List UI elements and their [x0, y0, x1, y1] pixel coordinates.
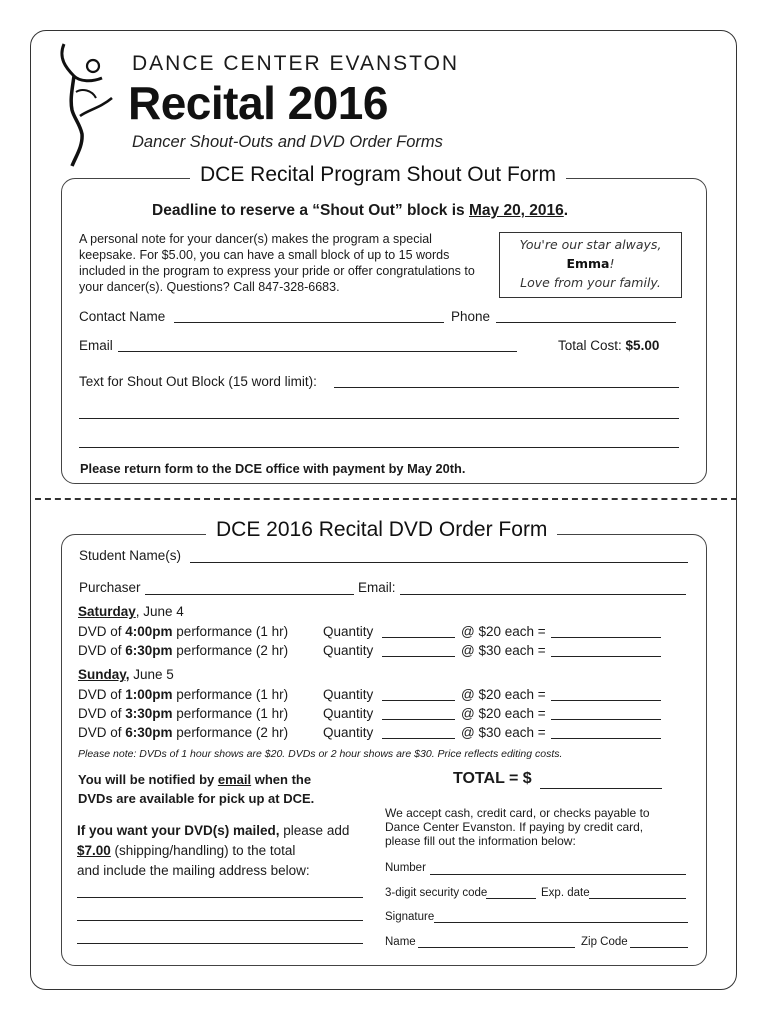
- student-name-field[interactable]: [190, 562, 688, 563]
- deadline-date: May 20, 2016: [468, 202, 564, 219]
- signature-field[interactable]: [434, 922, 688, 923]
- mailing-address-line-3[interactable]: [77, 943, 363, 944]
- contact-name-label: Contact Name: [79, 309, 166, 324]
- zip-code-label: Zip Code: [581, 936, 628, 948]
- exp-date-label: Exp. date: [541, 887, 590, 899]
- quantity-label: Quantity: [323, 706, 374, 721]
- phone-label: Phone: [451, 309, 491, 324]
- contact-name-field[interactable]: [174, 322, 444, 323]
- quantity-label: Quantity: [323, 687, 374, 702]
- subtotal-field-sun-630pm[interactable]: [551, 738, 661, 739]
- notify-text: You will be notified by email when the DVDs are available for pick up at DCE.: [78, 772, 315, 806]
- quantity-label: Quantity: [323, 624, 374, 639]
- dvd-row-sun-630pm: DVD of 6:30pm performance (2 hr): [78, 725, 289, 740]
- quantity-label: Quantity: [323, 643, 374, 658]
- total-field[interactable]: [540, 788, 662, 789]
- shoutout-form-title: DCE Recital Program Shout Out Form: [190, 163, 566, 187]
- quantity-label: Quantity: [323, 725, 374, 740]
- zip-code-field[interactable]: [630, 947, 688, 948]
- cardholder-name-label: Name: [385, 936, 416, 948]
- dvd-row-sat-630pm: DVD of 6:30pm performance (2 hr): [78, 643, 289, 658]
- quantity-field-sun-1pm[interactable]: [382, 700, 455, 701]
- sunday-heading: Sunday, June 5: [78, 667, 174, 682]
- email-label: Email: [79, 338, 113, 353]
- price-note: Please note: DVDs of 1 hour shows are $20. DVDs or 2 hour shows are $30. Price reflects editing costs.: [78, 748, 563, 760]
- brand-name: DANCE CENTER EVANSTON: [132, 52, 460, 75]
- dvd-email-field[interactable]: [400, 594, 686, 595]
- cut-line: [35, 498, 737, 500]
- email-field[interactable]: [118, 351, 517, 352]
- subtotal-field-sun-330pm[interactable]: [551, 719, 661, 720]
- dancer-logo-icon: [52, 38, 118, 170]
- mailing-address-line-2[interactable]: [77, 920, 363, 921]
- shoutout-text-field-3[interactable]: [79, 447, 679, 448]
- page-subtitle: Dancer Shout-Outs and DVD Order Forms: [132, 133, 443, 151]
- security-code-label: 3-digit security code: [385, 887, 488, 899]
- sample-name: Emma: [566, 256, 610, 271]
- quantity-field-sun-330pm[interactable]: [382, 719, 455, 720]
- purchaser-field[interactable]: [145, 594, 354, 595]
- shoutout-text-field-1[interactable]: [334, 387, 679, 388]
- sample-line-1: You're our star always,: [519, 237, 662, 252]
- dvd-email-label: Email:: [358, 580, 396, 595]
- price-label: @ $30 each =: [461, 725, 546, 740]
- price-label: @ $30 each =: [461, 643, 546, 658]
- payment-accept-text: We accept cash, credit card, or checks payable to Dance Center Evanston. If paying by credit card, please fill out the information below:: [385, 806, 650, 848]
- quantity-field-sat-4pm[interactable]: [382, 637, 455, 638]
- student-name-label: Student Name(s): [79, 548, 182, 563]
- deadline-text: Deadline to reserve a “Shout Out” block is May 20, 2016.: [152, 202, 569, 219]
- dvd-row-sat-4pm: DVD of 4:00pm performance (1 hr): [78, 624, 289, 639]
- cardholder-name-field[interactable]: [418, 947, 575, 948]
- shoutout-text-field-2[interactable]: [79, 418, 679, 419]
- mailing-address-line-1[interactable]: [77, 897, 363, 898]
- security-code-field[interactable]: [486, 898, 536, 899]
- shoutout-form-box: [61, 178, 707, 484]
- quantity-field-sat-630pm[interactable]: [382, 656, 455, 657]
- page-title: Recital 2016: [128, 77, 388, 129]
- subtotal-field-sun-1pm[interactable]: [551, 700, 661, 701]
- dvd-form-title: DCE 2016 Recital DVD Order Form: [206, 518, 557, 542]
- card-number-field[interactable]: [430, 874, 686, 875]
- shoutout-description: A personal note for your dancer(s) makes the program a special keepsake. For $5.00, you can have a small block of up to 15 words included in the program to express your pride or offer congratulations to your dancer(s). Questions? Call 847-328-6683.: [79, 232, 475, 294]
- sample-line-3: Love from your family.: [520, 275, 661, 290]
- price-label: @ $20 each =: [461, 687, 546, 702]
- mail-instructions: If you want your DVD(s) mailed, please add $7.00 (shipping/handling) to the total and include the mailing address below:: [77, 823, 350, 878]
- price-label: @ $20 each =: [461, 624, 546, 639]
- exp-date-field[interactable]: [589, 898, 686, 899]
- purchaser-label: Purchaser: [79, 580, 141, 595]
- signature-label: Signature: [385, 911, 435, 923]
- subtotal-field-sat-630pm[interactable]: [551, 656, 661, 657]
- price-label: @ $20 each =: [461, 706, 546, 721]
- return-note: Please return form to the DCE office with payment by May 20th.: [80, 461, 466, 476]
- saturday-heading: Saturday, June 4: [78, 604, 184, 619]
- total-cost: Total Cost: $5.00: [558, 338, 660, 353]
- card-number-label: Number: [385, 862, 426, 874]
- dvd-row-sun-1pm: DVD of 1:00pm performance (1 hr): [78, 687, 289, 702]
- total-cost-value: $5.00: [625, 338, 660, 353]
- total-label: TOTAL = $: [453, 770, 532, 787]
- quantity-field-sun-630pm[interactable]: [382, 738, 455, 739]
- dvd-row-sun-330pm: DVD of 3:30pm performance (1 hr): [78, 706, 289, 721]
- shoutout-text-label: Text for Shout Out Block (15 word limit):: [79, 374, 317, 389]
- phone-field[interactable]: [496, 322, 676, 323]
- sample-shoutout-box: You're our star always, Emma! Love from your family.: [499, 232, 682, 298]
- subtotal-field-sat-4pm[interactable]: [551, 637, 661, 638]
